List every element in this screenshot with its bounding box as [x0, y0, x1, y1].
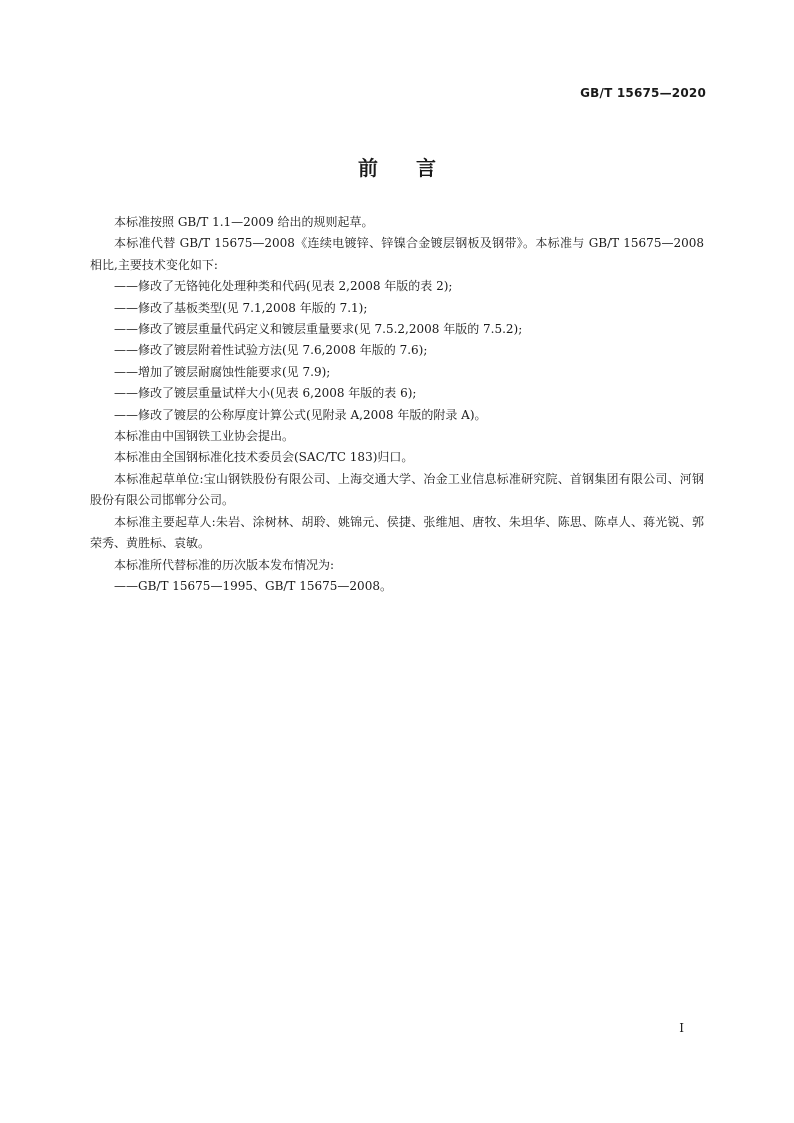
change-item: ——修改了镀层的公称厚度计算公式(见附录 A,2008 年版的附录 A)。: [114, 407, 487, 422]
change-item: ——修改了基板类型(见 7.1,2008 年版的 7.1);: [114, 300, 368, 315]
standard-code: GB/T 15675—2020: [580, 86, 706, 100]
change-item: ——修改了无铬钝化处理种类和代码(见表 2,2008 年版的表 2);: [114, 279, 453, 294]
change-item: ——修改了镀层重量代码定义和镀层重量要求(见 7.5.2,2008 年版的 7.5.2);: [114, 322, 523, 337]
replacement-paragraph: 本标准代替 GB/T 15675—2008《连续电镀锌、锌镍合金镀层钢板及钢带》。本标准与 GB/T 15675—2008 相比,主要技术变化如下:: [90, 236, 704, 272]
page-number: I: [679, 1021, 684, 1035]
drafters-paragraph: 本标准主要起草人:朱岩、涂树林、胡聆、姚锦元、侯捷、张维旭、唐牧、朱坦华、陈思、陈卓人、蒋光锐、郭荣秀、黄胜标、袁敏。: [90, 514, 704, 551]
page-title: 前言: [358, 156, 474, 180]
history-item: ——GB/T 15675—1995、GB/T 15675—2008。: [114, 578, 392, 593]
drafting-units-paragraph: 本标准起草单位:宝山钢铁股份有限公司、上海交通大学、冶金工业信息标准研究院、首钢集团有限公司、河钢股份有限公司邯郸分公司。: [90, 471, 704, 508]
history-intro-paragraph: 本标准所代替标准的历次版本发布情况为:: [114, 557, 335, 572]
change-item: ——修改了镀层重量试样大小(见表 6,2008 年版的表 6);: [114, 386, 417, 401]
committee-paragraph: 本标准由全国钢标准化技术委员会(SAC/TC 183)归口。: [114, 450, 414, 465]
change-item: ——修改了镀层附着性试验方法(见 7.6,2008 年版的 7.6);: [114, 343, 428, 358]
change-item: ——增加了镀层耐腐蚀性能要求(见 7.9);: [114, 364, 331, 379]
foreword-body: [90, 212, 704, 597]
drafting-rule-paragraph: 本标准按照 GB/T 1.1—2009 给出的规则起草。: [114, 215, 374, 229]
proposer-paragraph: 本标准由中国钢铁工业协会提出。: [114, 429, 295, 444]
